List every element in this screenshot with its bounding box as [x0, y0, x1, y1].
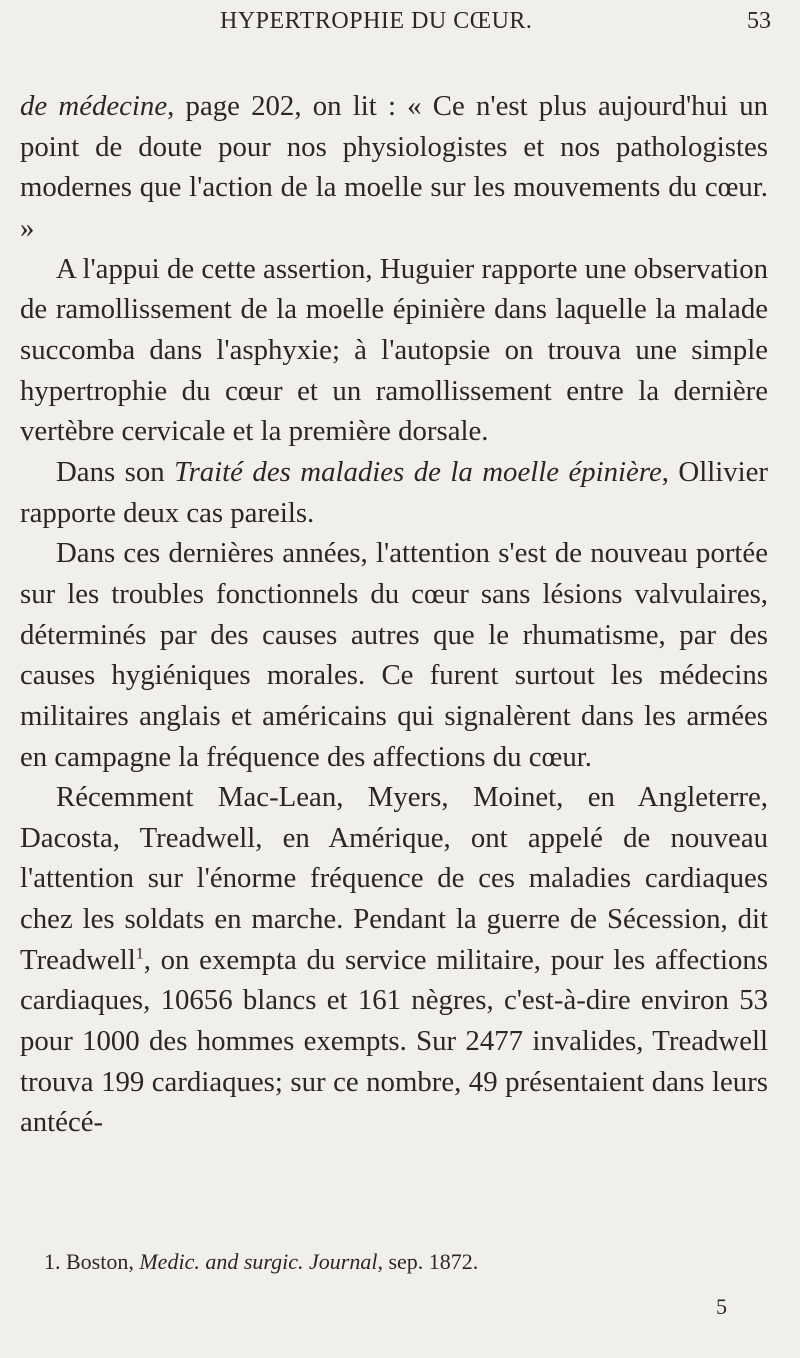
page-number: 53	[747, 8, 771, 34]
running-head: HYPERTROPHIE DU CŒUR.	[220, 8, 533, 34]
paragraph-1: de médecine, page 202, on lit : « Ce n'est plus aujourd'hui un point de doute pour nos physiologistes et nos pathologistes modernes que l'action de la moelle sur les mouvements du cœur. »	[20, 90, 768, 244]
footnote: 1. Boston, Medic. and surgic. Journal, sep. 1872.	[44, 1249, 479, 1274]
italic-book-title: Traité des maladies de la moelle épinière	[174, 455, 662, 488]
paragraph-2: A l'appui de cette assertion, Huguier rapporte une observation de ramollissement de la moelle épinière dans laquelle la malade succomba dans l'asphyxie; à l'autopsie on trouva une simple hypertrophie du cœur et un ramollissement entre la dernière vertèbre cervicale et la première dorsale.	[20, 252, 768, 448]
signature-mark: 5	[716, 1294, 727, 1319]
paragraph-5: Récemment Mac-Lean, Myers, Moinet, en Angleterre, Dacosta, Treadwell, en Amérique, ont appelé de nouveau l'attention sur l'énorme fréquence de ces maladies cardiaques chez les soldats en marche. Pendant la guerre de Sécession, dit Treadwell$^1$, on exempta du service militaire, pour les affections cardiaques, 10656 blancs et 161 nègres, c'est-à-dire environ 53 pour 1000 des hommes exempts. Sur 2477 invalides, Treadwell trouva 199 cardiaques; sur ce nombre, 49 présentaient dans leurs antécé-	[20, 781, 768, 1139]
paragraph-4: Dans ces dernières années, l'attention s'est de nouveau portée sur les troubles fonctionnels du cœur sans lésions valvulaires, déterminés par des causes autres que le rhumatisme, par des causes hygiéniques morales. Ce furent surtout les médecins militaires anglais et américains qui signalèrent dans les armées en campagne la fréquence des affections du cœur.	[20, 537, 768, 773]
footnote-reference: 1	[135, 945, 144, 963]
footnote-number: 1.	[44, 1249, 61, 1274]
italic-journal-title: de médecine	[20, 90, 168, 122]
page-header	[0, 6, 800, 56]
footnote-journal-title: Medic. and surgic. Journal	[139, 1249, 378, 1274]
body-text	[20, 86, 768, 1143]
paragraph-3: Dans son Traité des maladies de la moelle épinière, Ollivier rapporte deux cas pareils.	[20, 455, 769, 529]
